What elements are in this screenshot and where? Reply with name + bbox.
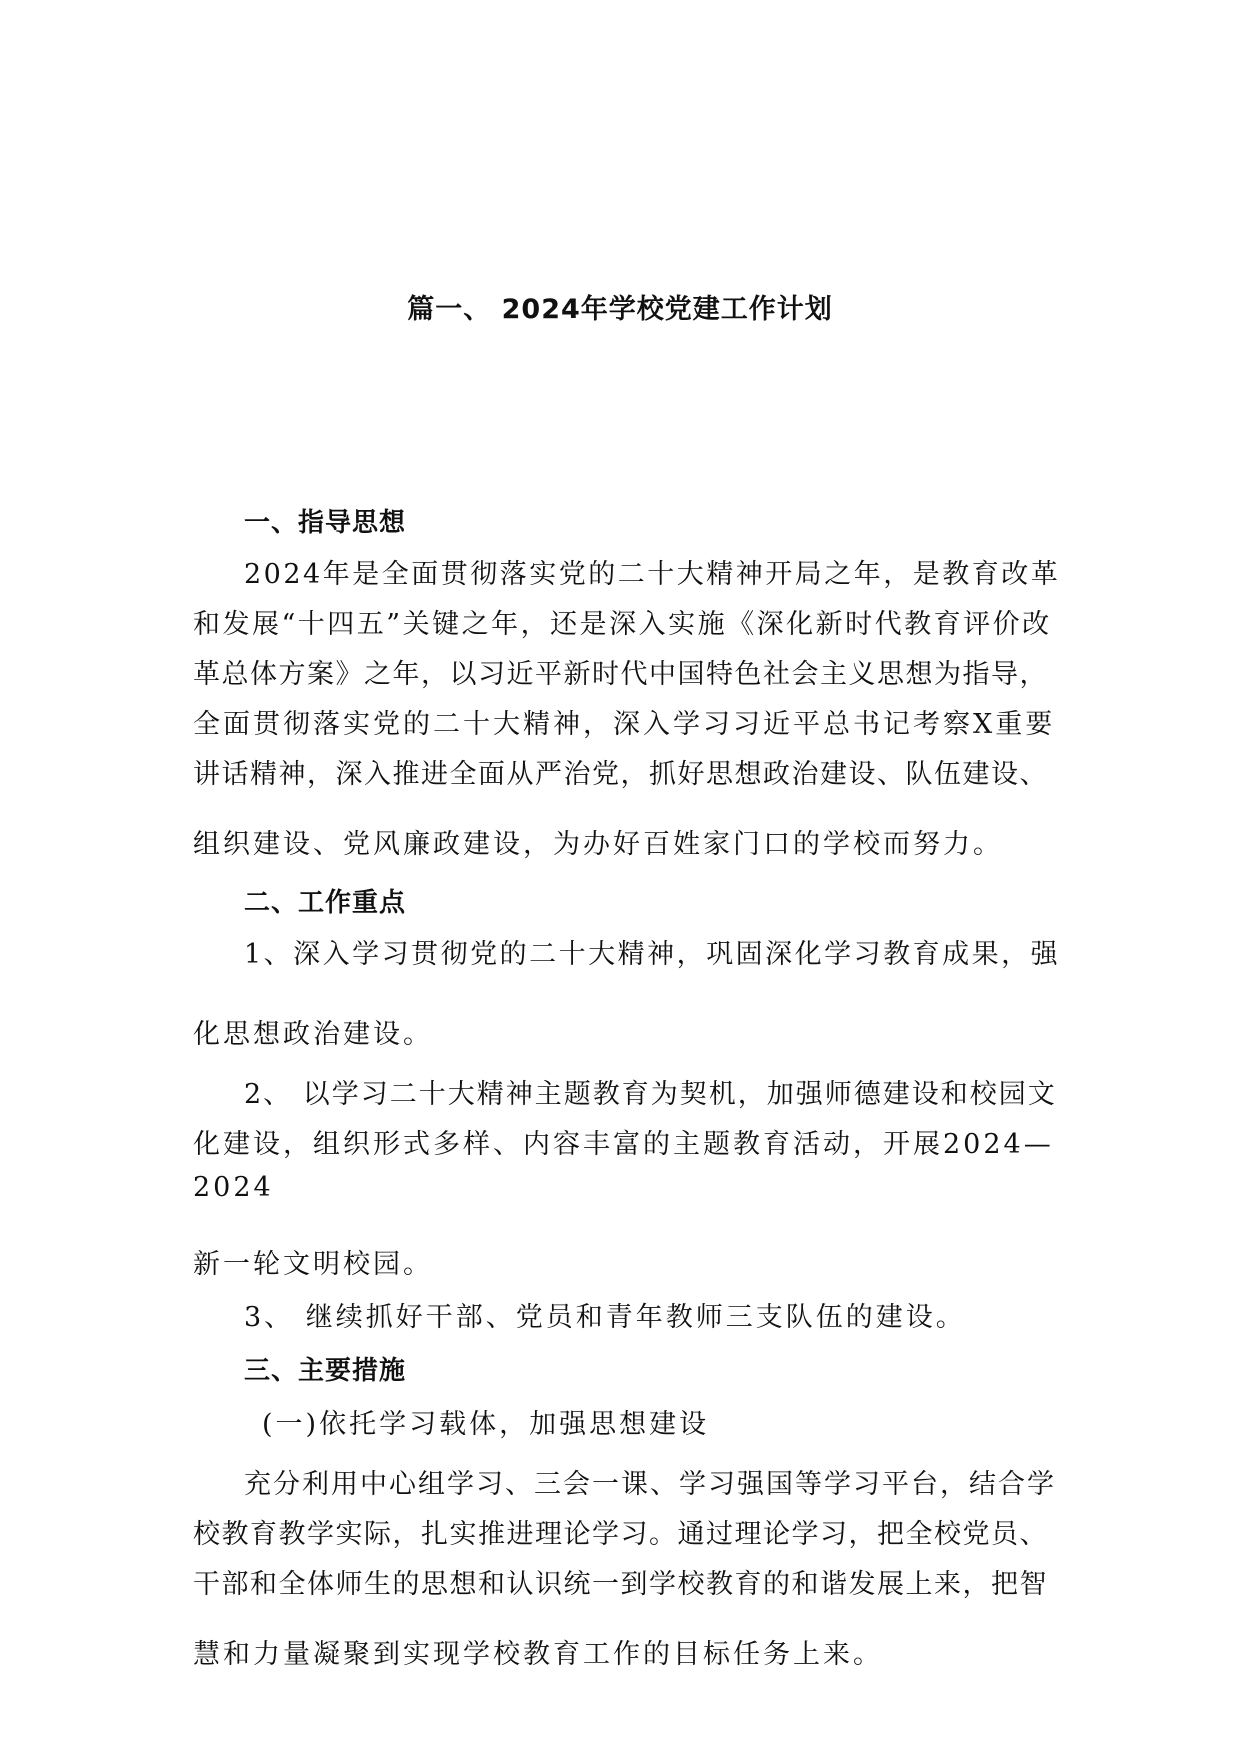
paragraph-line: 1、深入学习贯彻党的二十大精神，巩固深化学习教育成果，强 [244, 939, 1061, 970]
paragraph-line: 革总体方案》之年，以习近平新时代中国特色社会主义思想为指导， [193, 659, 1048, 690]
document-title: 篇一、 2024年学校党建工作计划 [407, 294, 833, 325]
paragraph-line: 化思想政治建设。 [193, 1019, 433, 1050]
paragraph-line: 讲话精神，深入推进全面从严治党，抓好思想政治建设、队伍建设、 [193, 759, 1048, 790]
section-heading-main-measures: 三、主要措施 [244, 1356, 407, 1386]
paragraph-line: 慧和力量凝聚到实现学校教育工作的目标任务上来。 [193, 1639, 883, 1670]
paragraph-line: 组织建设、党风廉政建设，为办好百姓家门口的学校而努力。 [193, 829, 1003, 860]
subsection-heading: (一)依托学习载体，加强思想建设 [262, 1409, 710, 1440]
paragraph-line: 2024 [193, 1172, 274, 1203]
paragraph-line: 充分利用中心组学习、三会一课、学习强国等学习平台，结合学 [244, 1469, 1056, 1500]
paragraph-line: 2024年是全面贯彻落实党的二十大精神开局之年，是教育改革 [244, 559, 1061, 590]
paragraph-line: 和发展“十四五”关键之年，还是深入实施《深化新时代教育评价改 [193, 609, 1052, 640]
section-heading-guiding-ideology: 一、指导思想 [244, 508, 407, 538]
paragraph-line: 干部和全体师生的思想和认识统一到学校教育的和谐发展上来，把智 [193, 1569, 1048, 1600]
paragraph-line: 2、 以学习二十大精神主题教育为契机，加强师德建设和校园文 [244, 1079, 1057, 1110]
paragraph-line: 3、 继续抓好干部、党员和青年教师三支队伍的建设。 [244, 1302, 966, 1333]
paragraph-line: 化建设，组织形式多样、内容丰富的主题教育活动，开展2024— [193, 1129, 1054, 1160]
paragraph-line: 校教育教学实际，扎实推进理论学习。通过理论学习，把全校党员、 [193, 1519, 1048, 1550]
section-heading-work-focus: 二、工作重点 [244, 888, 407, 918]
paragraph-line: 全面贯彻落实党的二十大精神，深入学习习近平总书记考察X重要 [193, 709, 1056, 740]
paragraph-line: 新一轮文明校园。 [193, 1249, 433, 1280]
